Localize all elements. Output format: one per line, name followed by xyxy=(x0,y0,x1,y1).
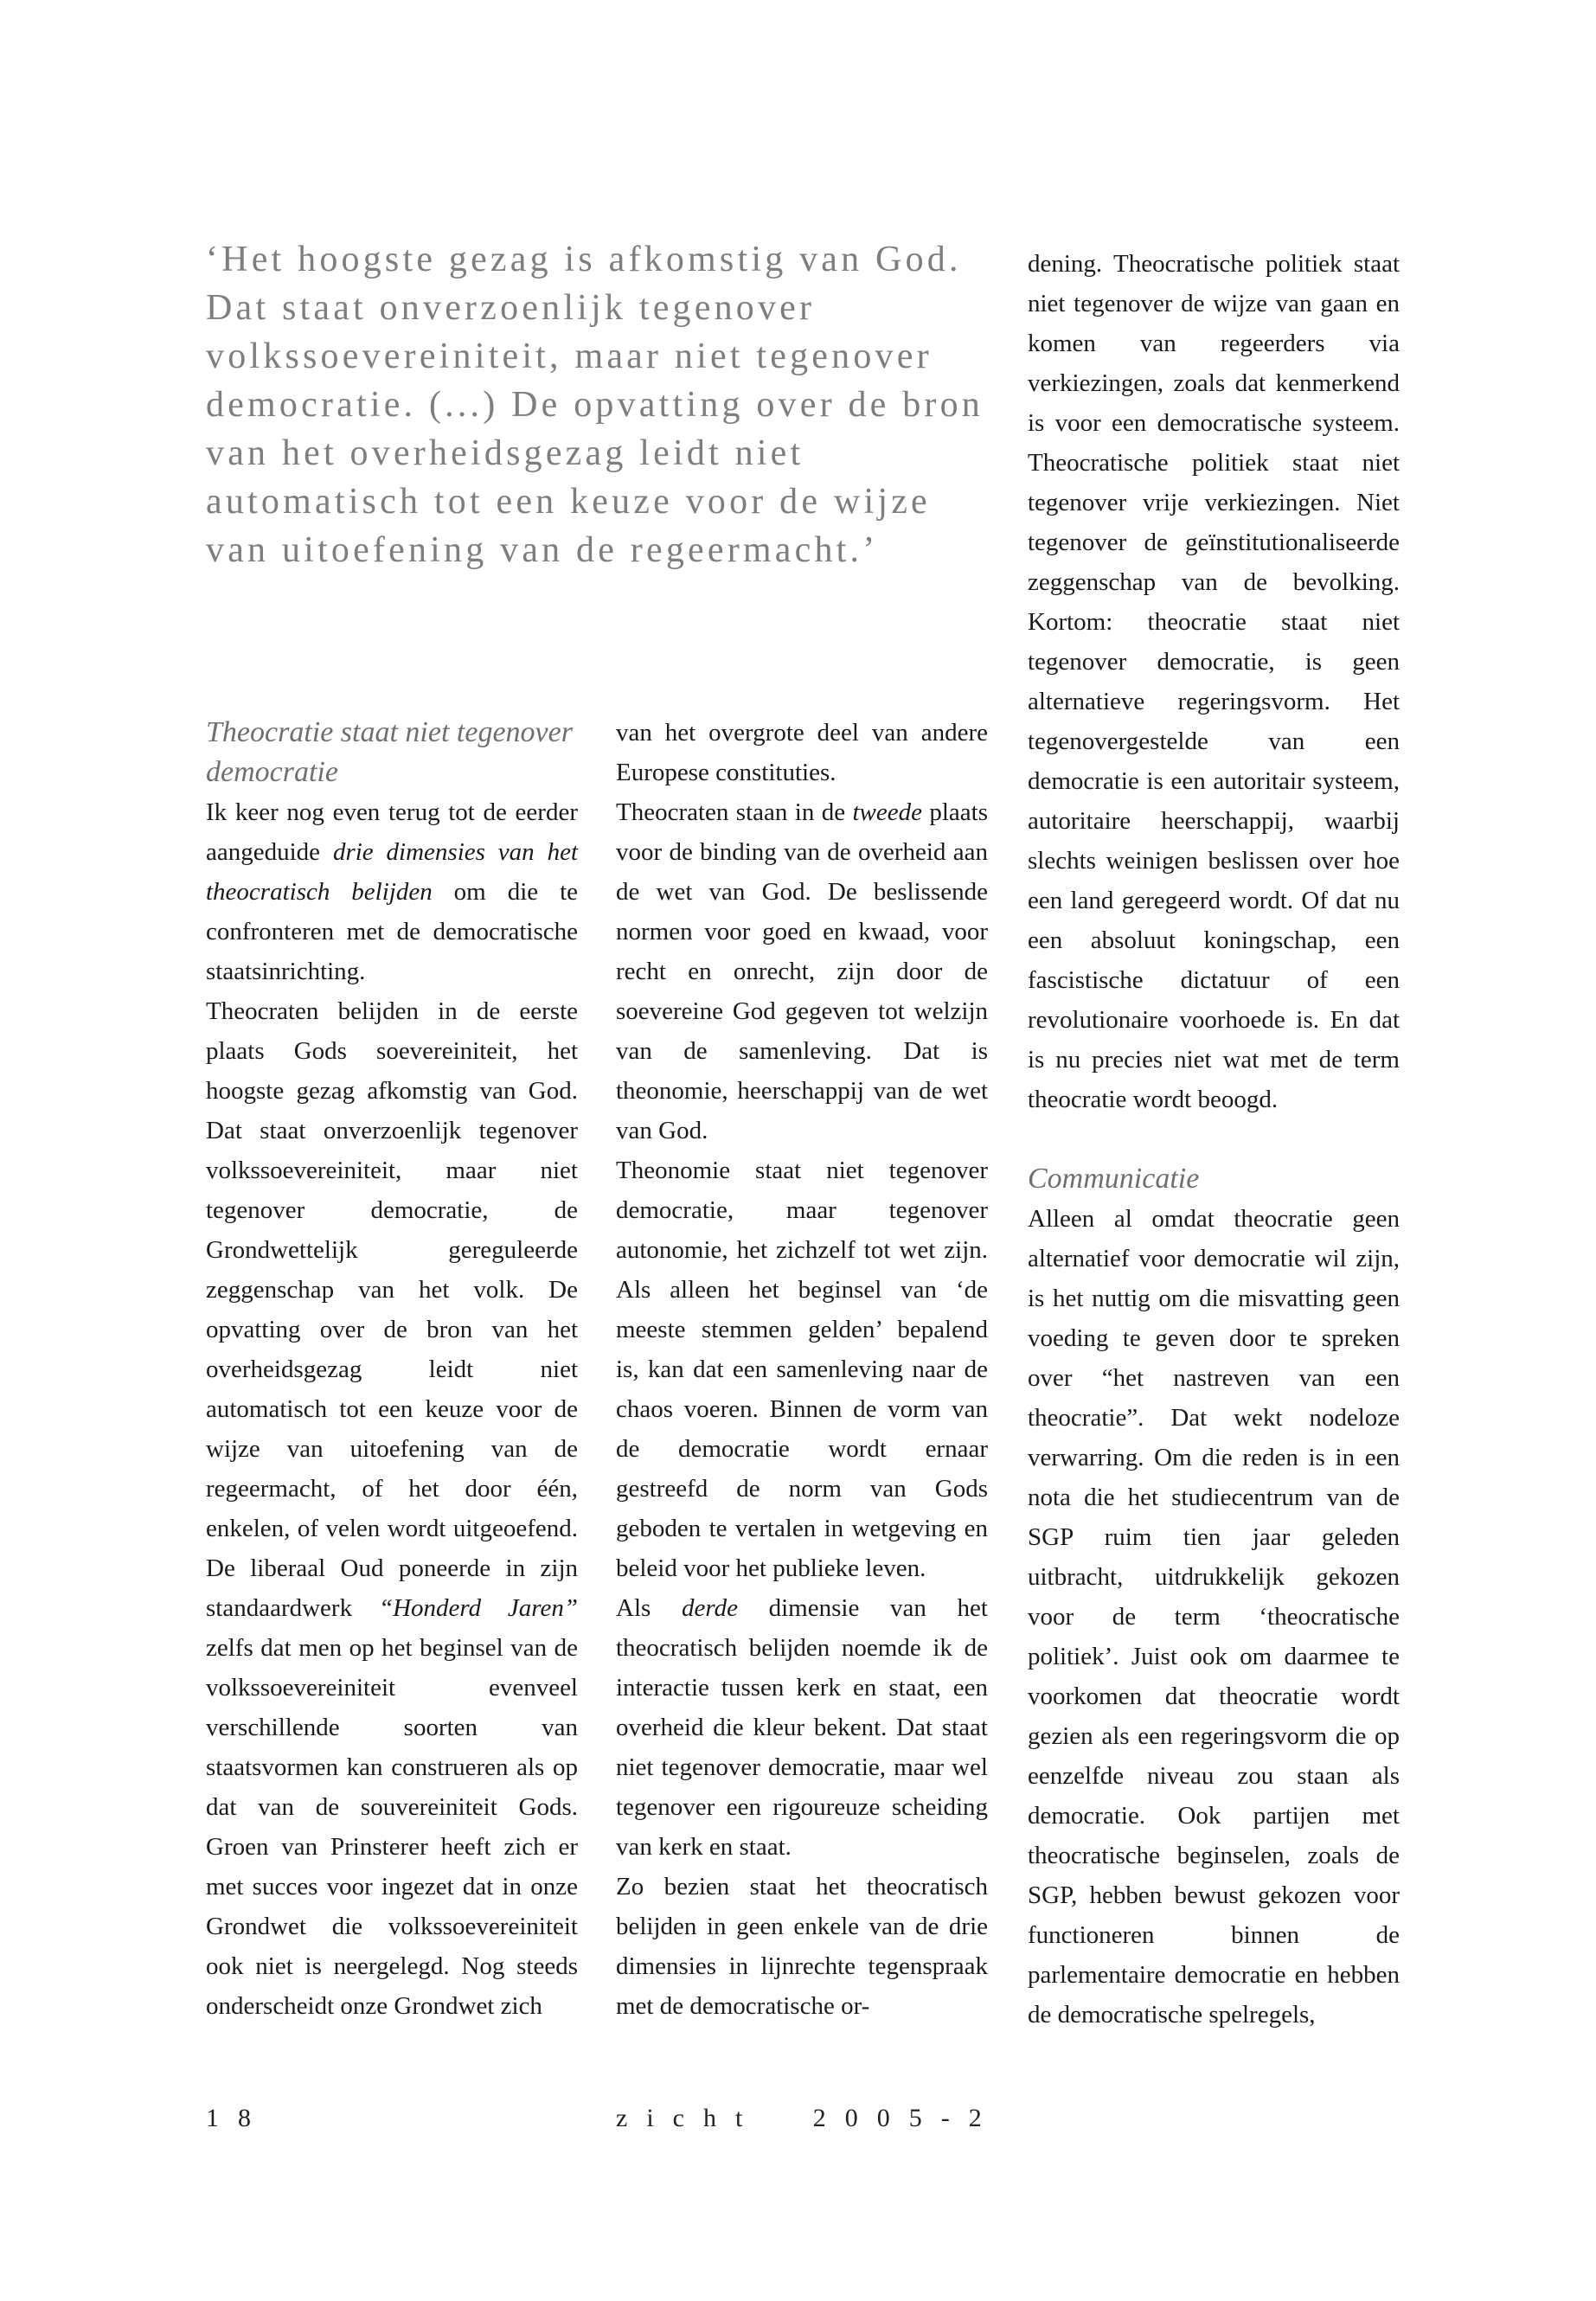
paragraph: Theocraten staan in de tweede plaats voor de binding van de overheid aan de wet van God. De beslissende normen voor goed en kwaad, voor recht en onrecht, zijn door de soevereine God gegeven tot welzijn van de samenleving. Dat is theonomie, heerschappij van de wet van God. xyxy=(616,798,988,1144)
book-title: “Honderd Jaren” xyxy=(378,1594,579,1622)
running-footer: zicht 2005-2 xyxy=(616,2104,1001,2132)
section-heading-communicatie: Communicatie xyxy=(1028,1163,1200,1195)
paragraph: Alleen al omdat theocratie geen alternatief voor democratie wil zijn, is het nuttig om die misvatting geen voeding te geven door te spreken over “het nastreven van een theocratie”. Dat wekt nodeloze verwarring. Om die reden is in een nota die het studiecentrum van de SGP ruim tien jaar geleden uitbracht, uitdrukkelijk gekozen voor de term ‘theocratische politiek’. Juist ook om daarmee te voorkomen dat theocratie wordt gezien als een regeringsvorm die op eenzelfde niveau zou staan als democratie. Ook partijen met theocratische beginselen, zoals de SGP, hebben bewust gekozen voor functioneren binnen de parlementaire democratie en hebben de democratische spelregels, xyxy=(1028,1205,1400,2029)
column-right xyxy=(1028,244,1400,2035)
paragraph: Theocraten belijden in de eerste plaats Gods soevereiniteit, het hoogste gezag afkomstig van God. Dat staat onverzoenlijk tegenover volkssoevereiniteit, maar niet tegenover democratie, de Grondwettelijk gereguleerde zeggenschap van het volk. De opvatting over de bron van het overheidsgezag leidt niet automatisch tot een keuze voor de wijze van uitoefening van de regeermacht, of het door één, enkelen, of velen wordt uitgeoefend. De liberaal Oud poneerde in zijn standaardwerk “Honderd Jaren” zelfs dat men op het beginsel van de volkssoevereiniteit evenveel verschillende soorten van staatsvormen kan construeren als op dat van de souvereiniteit Gods. Groen van Prinsterer heeft zich er met succes voor ingezet dat in onze Grondwet die volkssoevereiniteit ook niet is neergelegd. Nog steeds onderscheidt onze Grondwet zich xyxy=(206,997,579,2020)
paragraph: Als derde dimensie van het theocratisch belijden noemde ik de interactie tussen kerk en staat, een overheid die kleur bekent. Dat staat niet tegenover democratie, maar wel tegenover een rigoureuze scheiding van kerk en staat. xyxy=(616,1594,988,1861)
pull-quote: ‘Het hoogste gezag is afkomstig van God. Dat staat onverzoenlijk tegenover volkssoevereiniteit, maar niet tegenover democratie. (...) De opvatting over de bron van het overheidsgezag leidt niet automatisch tot een keuze voor de wijze van uitoefening van de regeermacht.’ xyxy=(206,240,984,570)
paragraph: Ik keer nog even terug tot de eerder aangeduide drie dimensies van het theocratisch belijden om die te confronteren met de democratische staatsinrichting. xyxy=(206,798,578,985)
column-middle xyxy=(616,713,988,2026)
emphasis: drie dimensies van het theocratisch belijden xyxy=(206,838,578,906)
column-left xyxy=(206,713,578,2026)
paragraph: Zo bezien staat het theocratisch belijden in geen enkele van de drie dimensies in lijnrechte tegenspraak met de democratische or- xyxy=(616,1873,988,2020)
paragraph: dening. Theocratische politiek staat niet tegenover de wijze van gaan en komen van regeerders via verkiezingen, zoals dat kenmerkend is voor een democratische systeem. Theocratische politiek staat niet tegenover vrije verkiezingen. Niet tegenover de geïnstitutionaliseerde zeggenschap van de bevolking. Kortom: theocratie staat niet tegenover democratie, is geen alternatieve regeringsvorm. Het tegenovergestelde van een democratie is een autoritair systeem, autoritaire heerschappij, waarbij slechts weinigen beslissen over hoe een land geregeerd wordt. Of dat nu een absoluut koningschap, een fascistische dictatuur of een revolutionaire voorhoede is. En dat is nu precies niet wat met de term theocratie wordt beoogd. xyxy=(1028,250,1400,1113)
emphasis: derde xyxy=(681,1594,738,1622)
paragraph: Theonomie staat niet tegenover democratie, maar tegenover autonomie, het zichzelf tot wet zijn. Als alleen het beginsel van ‘de meeste stemmen gelden’ bepalend is, kan dat een samenleving naar de chaos voeren. Binnen de vorm van de democratie wordt ernaar gestreefd de norm van Gods geboden te vertalen in wetgeving en beleid voor het publieke leven. xyxy=(616,1157,988,1582)
emphasis: tweede xyxy=(852,798,922,826)
paragraph: van het overgrote deel van andere Europese constituties. xyxy=(616,719,988,786)
section-heading-theocratie: Theocratie staat niet tegenover democratie xyxy=(206,716,573,788)
page-number: 18 xyxy=(206,2104,270,2132)
